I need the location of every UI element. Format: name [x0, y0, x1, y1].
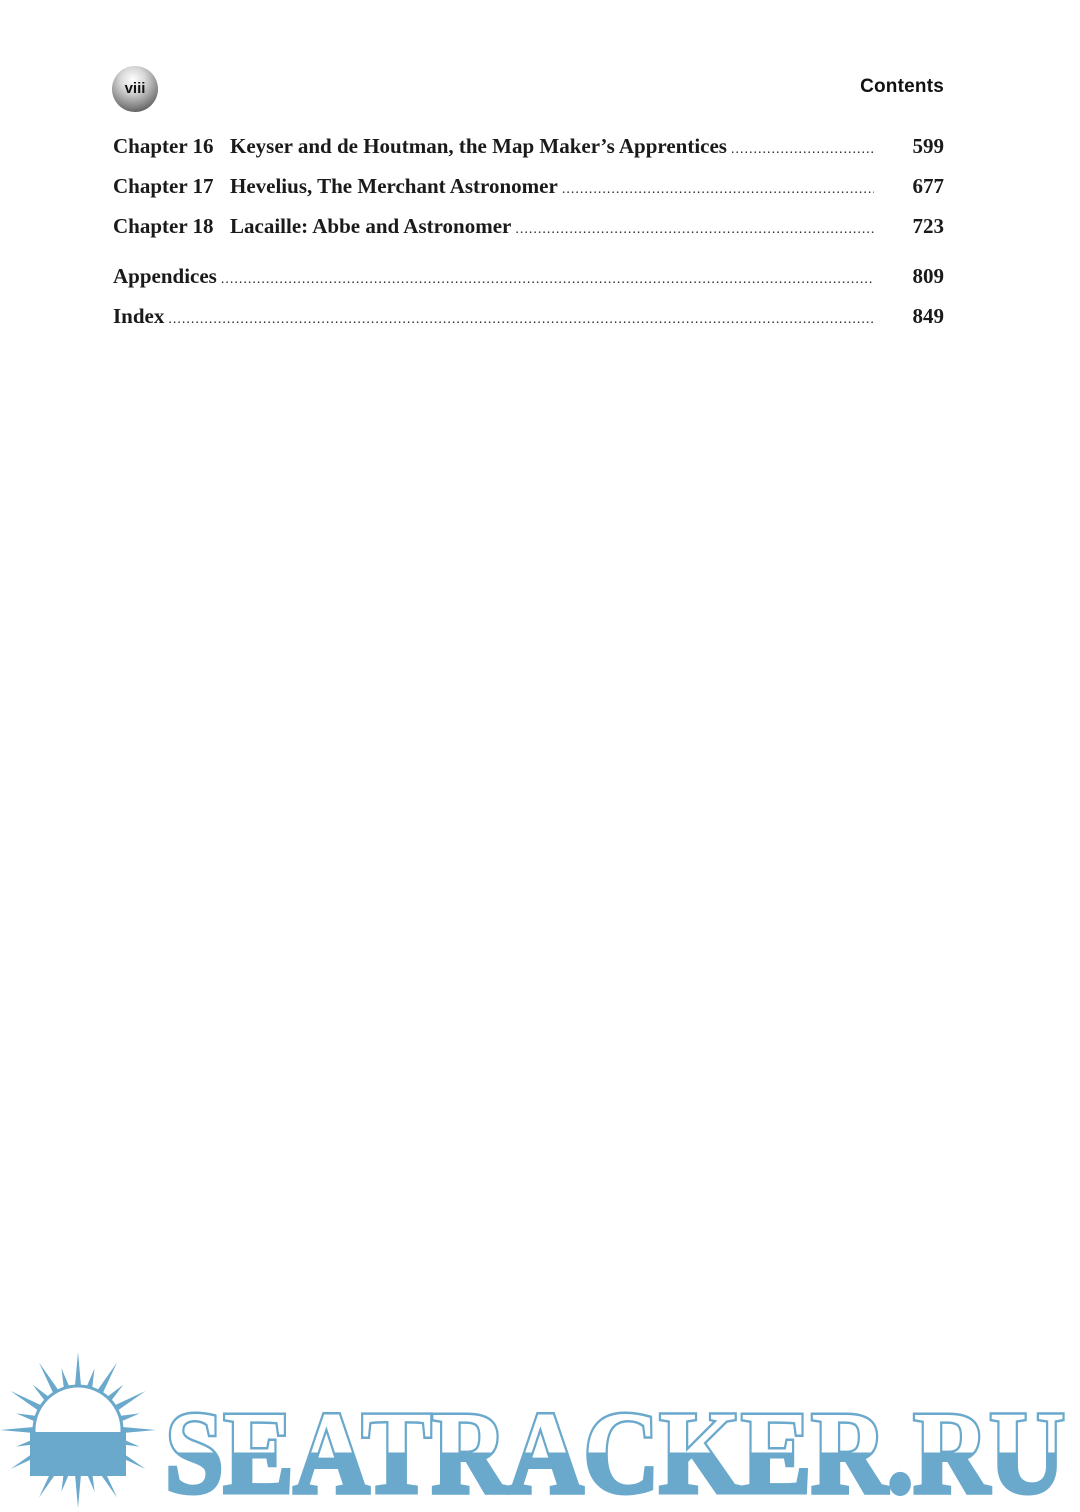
toc-page-number: 677 — [912, 174, 944, 198]
toc-chapter-label: Chapter 18 — [113, 214, 214, 238]
sun-icon — [0, 1352, 156, 1508]
toc-page-number: 599 — [912, 134, 944, 158]
toc-title: Index — [113, 304, 165, 328]
running-head: Contents — [860, 76, 944, 97]
toc-chapter-label: Chapter 16 — [113, 134, 214, 158]
sun-ray — [75, 1352, 82, 1390]
toc-page-number: 809 — [912, 264, 944, 288]
dot-leader — [168, 300, 874, 340]
toc-title: Appendices — [113, 264, 217, 288]
toc-entry-chapter-18[interactable] — [113, 206, 944, 246]
toc-entry-index[interactable] — [113, 296, 944, 336]
watermark-text: SEATRACKER.RU — [165, 1387, 1065, 1512]
toc-entry-chapter-17[interactable] — [113, 166, 944, 206]
toc-chapter-label: Chapter 17 — [113, 174, 214, 198]
toc-title: Lacaille: Abbe and Astronomer — [230, 214, 512, 238]
page-number: viii — [124, 79, 146, 97]
toc-entry-appendices[interactable] — [113, 256, 944, 296]
toc-page-number: 849 — [912, 304, 944, 328]
dot-leader — [515, 210, 874, 250]
page-number-badge — [112, 66, 158, 112]
watermark-banner — [0, 1350, 1080, 1512]
dot-leader — [562, 170, 874, 210]
toc-page-number: 723 — [912, 214, 944, 238]
dot-leader — [731, 130, 874, 170]
table-of-contents — [113, 126, 944, 336]
toc-entry-chapter-16[interactable] — [113, 126, 944, 166]
toc-title: Keyser and de Houtman, the Map Maker’s Apprentices — [230, 134, 727, 158]
toc-title: Hevelius, The Merchant Astronomer — [230, 174, 558, 198]
dot-leader — [221, 260, 874, 300]
